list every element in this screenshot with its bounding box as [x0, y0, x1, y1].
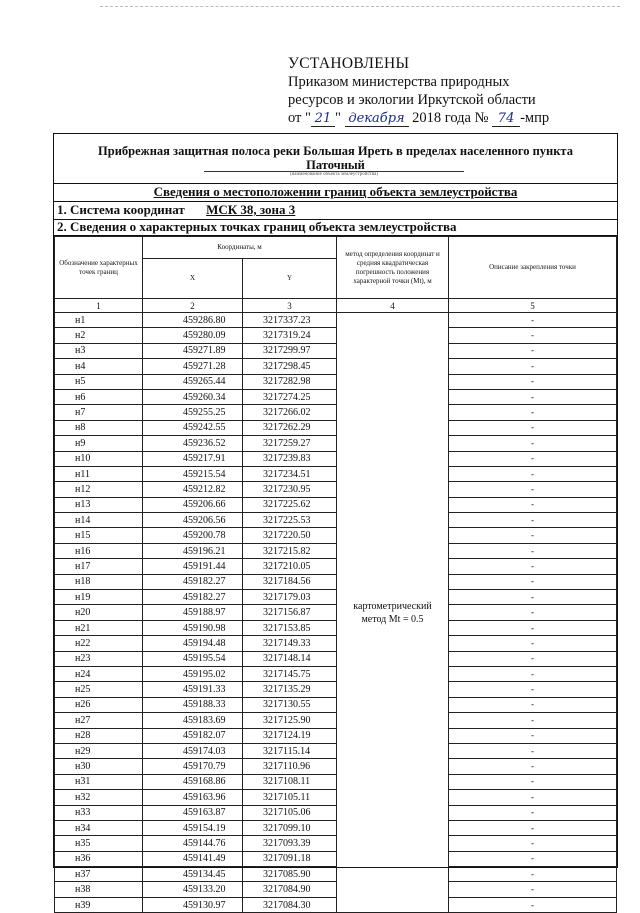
- col-num: 5: [449, 299, 617, 313]
- point-id-cell: н29: [55, 743, 143, 758]
- point-id-cell: н36: [55, 851, 143, 866]
- point-id-cell: н24: [55, 666, 143, 681]
- x-coordinate-cell: 459134.45: [143, 867, 243, 882]
- y-coordinate-cell: 3217274.25: [243, 389, 337, 404]
- point-id-cell: н6: [55, 389, 143, 404]
- table-row: [55, 790, 617, 805]
- x-coordinate-cell: 459194.48: [143, 636, 243, 651]
- x-coordinate-cell: 459170.79: [143, 759, 243, 774]
- fixation-cell: -: [449, 451, 617, 466]
- fixation-cell: -: [449, 713, 617, 728]
- point-id-cell: н30: [55, 759, 143, 774]
- x-coordinate-cell: 459141.49: [143, 851, 243, 866]
- section-location-heading: Сведения о местоположении границ объекта землеустройства: [54, 184, 617, 202]
- fixation-cell: -: [449, 805, 617, 820]
- x-coordinate-cell: 459255.25: [143, 405, 243, 420]
- x-coordinate-cell: 459188.97: [143, 605, 243, 620]
- table-row: [55, 743, 617, 758]
- approval-date-line: [288, 109, 628, 127]
- y-coordinate-cell: 3217234.51: [243, 466, 337, 481]
- x-coordinate-cell: 459212.82: [143, 482, 243, 497]
- fixation-cell: -: [449, 559, 617, 574]
- table-row: [55, 697, 617, 712]
- fixation-cell: -: [449, 636, 617, 651]
- table-row: [55, 313, 617, 328]
- x-coordinate-cell: 459191.44: [143, 559, 243, 574]
- point-id-cell: н8: [55, 420, 143, 435]
- handwritten-order-number: 74: [492, 112, 520, 127]
- y-coordinate-cell: 3217124.19: [243, 728, 337, 743]
- header-x: X: [143, 259, 243, 299]
- x-coordinate-cell: 459260.34: [143, 389, 243, 404]
- table-row: [55, 882, 617, 897]
- y-coordinate-cell: 3217099.10: [243, 820, 337, 835]
- fixation-cell: -: [449, 313, 617, 328]
- fixation-cell: -: [449, 666, 617, 681]
- x-coordinate-cell: 459174.03: [143, 743, 243, 758]
- point-id-cell: н26: [55, 697, 143, 712]
- y-coordinate-cell: 3217184.56: [243, 574, 337, 589]
- x-coordinate-cell: 459265.44: [143, 374, 243, 389]
- y-coordinate-cell: 3217225.62: [243, 497, 337, 512]
- fixation-cell: -: [449, 836, 617, 851]
- approval-stamp: [288, 55, 628, 127]
- fixation-cell: -: [449, 620, 617, 635]
- y-coordinate-cell: 3217110.96: [243, 759, 337, 774]
- x-coordinate-cell: 459130.97: [143, 897, 243, 912]
- handwritten-day: 21: [311, 112, 335, 127]
- table-row: [55, 605, 617, 620]
- header-y: Y: [243, 259, 337, 299]
- point-id-cell: н1: [55, 313, 143, 328]
- fixation-cell: -: [449, 389, 617, 404]
- table-row: [55, 420, 617, 435]
- fixation-cell: -: [449, 328, 617, 343]
- x-coordinate-cell: 459163.87: [143, 805, 243, 820]
- y-coordinate-cell: 3217179.03: [243, 590, 337, 605]
- col-num: 2: [143, 299, 243, 313]
- x-coordinate-cell: 459182.07: [143, 728, 243, 743]
- approval-line-2: ресурсов и экологии Иркутской области: [288, 92, 536, 108]
- y-coordinate-cell: 3217149.33: [243, 636, 337, 651]
- y-coordinate-cell: 3217105.06: [243, 805, 337, 820]
- table-row: [55, 528, 617, 543]
- y-coordinate-cell: 3217299.97: [243, 343, 337, 358]
- document-frame: [53, 133, 618, 911]
- fixation-cell: -: [449, 897, 617, 912]
- table-row: [55, 559, 617, 574]
- fixation-cell: -: [449, 774, 617, 789]
- x-coordinate-cell: 459217.91: [143, 451, 243, 466]
- fixation-cell: -: [449, 605, 617, 620]
- x-coordinate-cell: 459200.78: [143, 528, 243, 543]
- method-cell: картометрический метод Мt = 0.5: [337, 313, 449, 913]
- y-coordinate-cell: 3217084.30: [243, 897, 337, 912]
- point-id-cell: н10: [55, 451, 143, 466]
- point-id-cell: н39: [55, 897, 143, 912]
- table-row: [55, 543, 617, 558]
- date-year: 2018 года №: [412, 110, 489, 126]
- point-id-cell: н15: [55, 528, 143, 543]
- table-row: [55, 728, 617, 743]
- y-coordinate-cell: 3217148.14: [243, 651, 337, 666]
- x-coordinate-cell: 459182.27: [143, 590, 243, 605]
- x-coordinate-cell: 459154.19: [143, 820, 243, 835]
- y-coordinate-cell: 3217093.39: [243, 836, 337, 851]
- y-coordinate-cell: 3217130.55: [243, 697, 337, 712]
- points-table: [54, 236, 617, 913]
- x-coordinate-cell: 459191.33: [143, 682, 243, 697]
- table-row: [55, 759, 617, 774]
- x-coordinate-cell: 459168.86: [143, 774, 243, 789]
- y-coordinate-cell: 3217084.90: [243, 882, 337, 897]
- approval-title: УСТАНОВЛЕНЫ: [288, 55, 410, 72]
- table-row: [55, 851, 617, 866]
- header-point: Обозначение характерных точек границ: [55, 237, 143, 299]
- point-id-cell: н28: [55, 728, 143, 743]
- table-row: [55, 574, 617, 589]
- point-id-cell: н5: [55, 374, 143, 389]
- table-row: [55, 682, 617, 697]
- fixation-cell: -: [449, 497, 617, 512]
- point-id-cell: н12: [55, 482, 143, 497]
- scan-header-line: [100, 6, 620, 8]
- y-coordinate-cell: 3217105.11: [243, 790, 337, 805]
- x-coordinate-cell: 459280.09: [143, 328, 243, 343]
- col-num: 4: [337, 299, 449, 313]
- fixation-cell: -: [449, 420, 617, 435]
- point-id-cell: н11: [55, 466, 143, 481]
- fixation-cell: -: [449, 790, 617, 805]
- header-coords: Координаты, м: [143, 237, 337, 259]
- x-coordinate-cell: 459188.33: [143, 697, 243, 712]
- x-coordinate-cell: 459190.98: [143, 620, 243, 635]
- point-id-cell: н9: [55, 436, 143, 451]
- point-id-cell: н37: [55, 867, 143, 882]
- fixation-cell: -: [449, 820, 617, 835]
- x-coordinate-cell: 459236.52: [143, 436, 243, 451]
- y-coordinate-cell: 3217108.11: [243, 774, 337, 789]
- y-coordinate-cell: 3217153.85: [243, 620, 337, 635]
- point-id-cell: н16: [55, 543, 143, 558]
- point-id-cell: н22: [55, 636, 143, 651]
- table-row: [55, 374, 617, 389]
- date-prefix: от ": [288, 110, 311, 126]
- x-coordinate-cell: 459133.20: [143, 882, 243, 897]
- point-id-cell: н14: [55, 513, 143, 528]
- x-coordinate-cell: 459195.54: [143, 651, 243, 666]
- y-coordinate-cell: 3217259.27: [243, 436, 337, 451]
- fixation-cell: -: [449, 343, 617, 358]
- point-id-cell: н4: [55, 359, 143, 374]
- table-row: [55, 513, 617, 528]
- point-id-cell: н7: [55, 405, 143, 420]
- fixation-cell: -: [449, 405, 617, 420]
- y-coordinate-cell: 3217125.90: [243, 713, 337, 728]
- y-coordinate-cell: 3217225.53: [243, 513, 337, 528]
- fixation-cell: -: [449, 759, 617, 774]
- fixation-cell: -: [449, 682, 617, 697]
- table-row: [55, 436, 617, 451]
- fixation-cell: -: [449, 651, 617, 666]
- x-coordinate-cell: 459196.21: [143, 543, 243, 558]
- point-id-cell: н13: [55, 497, 143, 512]
- column-number-row: [55, 299, 617, 313]
- points-table-body: [55, 313, 617, 913]
- fixation-cell: -: [449, 590, 617, 605]
- table-row: [55, 805, 617, 820]
- point-id-cell: н21: [55, 620, 143, 635]
- point-id-cell: н33: [55, 805, 143, 820]
- point-id-cell: н27: [55, 713, 143, 728]
- table-row: [55, 867, 617, 882]
- y-coordinate-cell: 3217262.29: [243, 420, 337, 435]
- y-coordinate-cell: 3217319.24: [243, 328, 337, 343]
- handwritten-month: декабря: [345, 112, 409, 127]
- fixation-cell: -: [449, 697, 617, 712]
- table-row: [55, 897, 617, 912]
- x-coordinate-cell: 459286.80: [143, 313, 243, 328]
- table-row: [55, 636, 617, 651]
- x-coordinate-cell: 459195.02: [143, 666, 243, 681]
- table-row: [55, 451, 617, 466]
- point-id-cell: н3: [55, 343, 143, 358]
- x-coordinate-cell: 459242.55: [143, 420, 243, 435]
- x-coordinate-cell: 459206.56: [143, 513, 243, 528]
- object-title-block: [54, 134, 617, 184]
- y-coordinate-cell: 3217215.82: [243, 543, 337, 558]
- y-coordinate-cell: 3217282.98: [243, 374, 337, 389]
- x-coordinate-cell: 459182.27: [143, 574, 243, 589]
- coord-system-value: МСК 38, зона 3: [206, 202, 296, 217]
- y-coordinate-cell: 3217220.50: [243, 528, 337, 543]
- table-row: [55, 620, 617, 635]
- table-row: [55, 713, 617, 728]
- y-coordinate-cell: 3217091.18: [243, 851, 337, 866]
- fixation-cell: -: [449, 851, 617, 866]
- fixation-cell: -: [449, 436, 617, 451]
- point-id-cell: н34: [55, 820, 143, 835]
- y-coordinate-cell: 3217239.83: [243, 451, 337, 466]
- coord-system-row: [54, 202, 617, 220]
- point-id-cell: н18: [55, 574, 143, 589]
- date-mid: ": [334, 110, 341, 126]
- header-method: метод определения координат и средняя квадратическая погрешность положения характерной точки (Мt), м: [337, 237, 449, 299]
- fixation-cell: -: [449, 359, 617, 374]
- x-coordinate-cell: 459271.89: [143, 343, 243, 358]
- fixation-cell: -: [449, 882, 617, 897]
- approval-line-1: Приказом министерства природных: [288, 74, 510, 90]
- point-id-cell: н20: [55, 605, 143, 620]
- y-coordinate-cell: 3217337.23: [243, 313, 337, 328]
- table-row: [55, 466, 617, 481]
- table-row: [55, 836, 617, 851]
- y-coordinate-cell: 3217210.05: [243, 559, 337, 574]
- point-id-cell: н25: [55, 682, 143, 697]
- fixation-cell: -: [449, 466, 617, 481]
- object-title-note: (наименование объекта землеустройства): [204, 171, 464, 178]
- x-coordinate-cell: 459144.76: [143, 836, 243, 851]
- x-coordinate-cell: 459215.54: [143, 466, 243, 481]
- table-row: [55, 651, 617, 666]
- fixation-cell: -: [449, 374, 617, 389]
- point-id-cell: н19: [55, 590, 143, 605]
- fixation-cell: -: [449, 482, 617, 497]
- header-fixation: Описание закрепления точки: [449, 237, 617, 299]
- x-coordinate-cell: 459183.69: [143, 713, 243, 728]
- y-coordinate-cell: 3217156.87: [243, 605, 337, 620]
- x-coordinate-cell: 459206.66: [143, 497, 243, 512]
- table-row: [55, 343, 617, 358]
- col-num: 3: [243, 299, 337, 313]
- object-title: Прибрежная защитная полоса реки Большая Иреть в пределах населенного пункта Паточный: [98, 144, 573, 172]
- table-row: [55, 389, 617, 404]
- fixation-cell: -: [449, 528, 617, 543]
- y-coordinate-cell: 3217135.29: [243, 682, 337, 697]
- point-id-cell: н17: [55, 559, 143, 574]
- fixation-cell: -: [449, 728, 617, 743]
- y-coordinate-cell: 3217230.95: [243, 482, 337, 497]
- table-row: [55, 328, 617, 343]
- fixation-cell: -: [449, 543, 617, 558]
- point-id-cell: н38: [55, 882, 143, 897]
- y-coordinate-cell: 3217085.90: [243, 867, 337, 882]
- section-points-heading: 2. Сведения о характерных точках границ объекта землеустройства: [54, 220, 617, 236]
- point-id-cell: н35: [55, 836, 143, 851]
- point-id-cell: н2: [55, 328, 143, 343]
- fixation-cell: -: [449, 743, 617, 758]
- fixation-cell: -: [449, 574, 617, 589]
- point-id-cell: н23: [55, 651, 143, 666]
- y-coordinate-cell: 3217298.45: [243, 359, 337, 374]
- y-coordinate-cell: 3217266.02: [243, 405, 337, 420]
- table-row: [55, 405, 617, 420]
- col-num: 1: [55, 299, 143, 313]
- table-row: [55, 774, 617, 789]
- table-row: [55, 482, 617, 497]
- table-row: [55, 497, 617, 512]
- x-coordinate-cell: 459271.28: [143, 359, 243, 374]
- table-row: [55, 359, 617, 374]
- point-id-cell: н31: [55, 774, 143, 789]
- y-coordinate-cell: 3217145.75: [243, 666, 337, 681]
- coord-system-label: 1. Система координат: [57, 202, 185, 217]
- fixation-cell: -: [449, 867, 617, 882]
- x-coordinate-cell: 459163.96: [143, 790, 243, 805]
- table-row: [55, 590, 617, 605]
- table-row: [55, 666, 617, 681]
- order-suffix: -мпр: [520, 110, 550, 126]
- fixation-cell: -: [449, 513, 617, 528]
- table-row: [55, 820, 617, 835]
- y-coordinate-cell: 3217115.14: [243, 743, 337, 758]
- point-id-cell: н32: [55, 790, 143, 805]
